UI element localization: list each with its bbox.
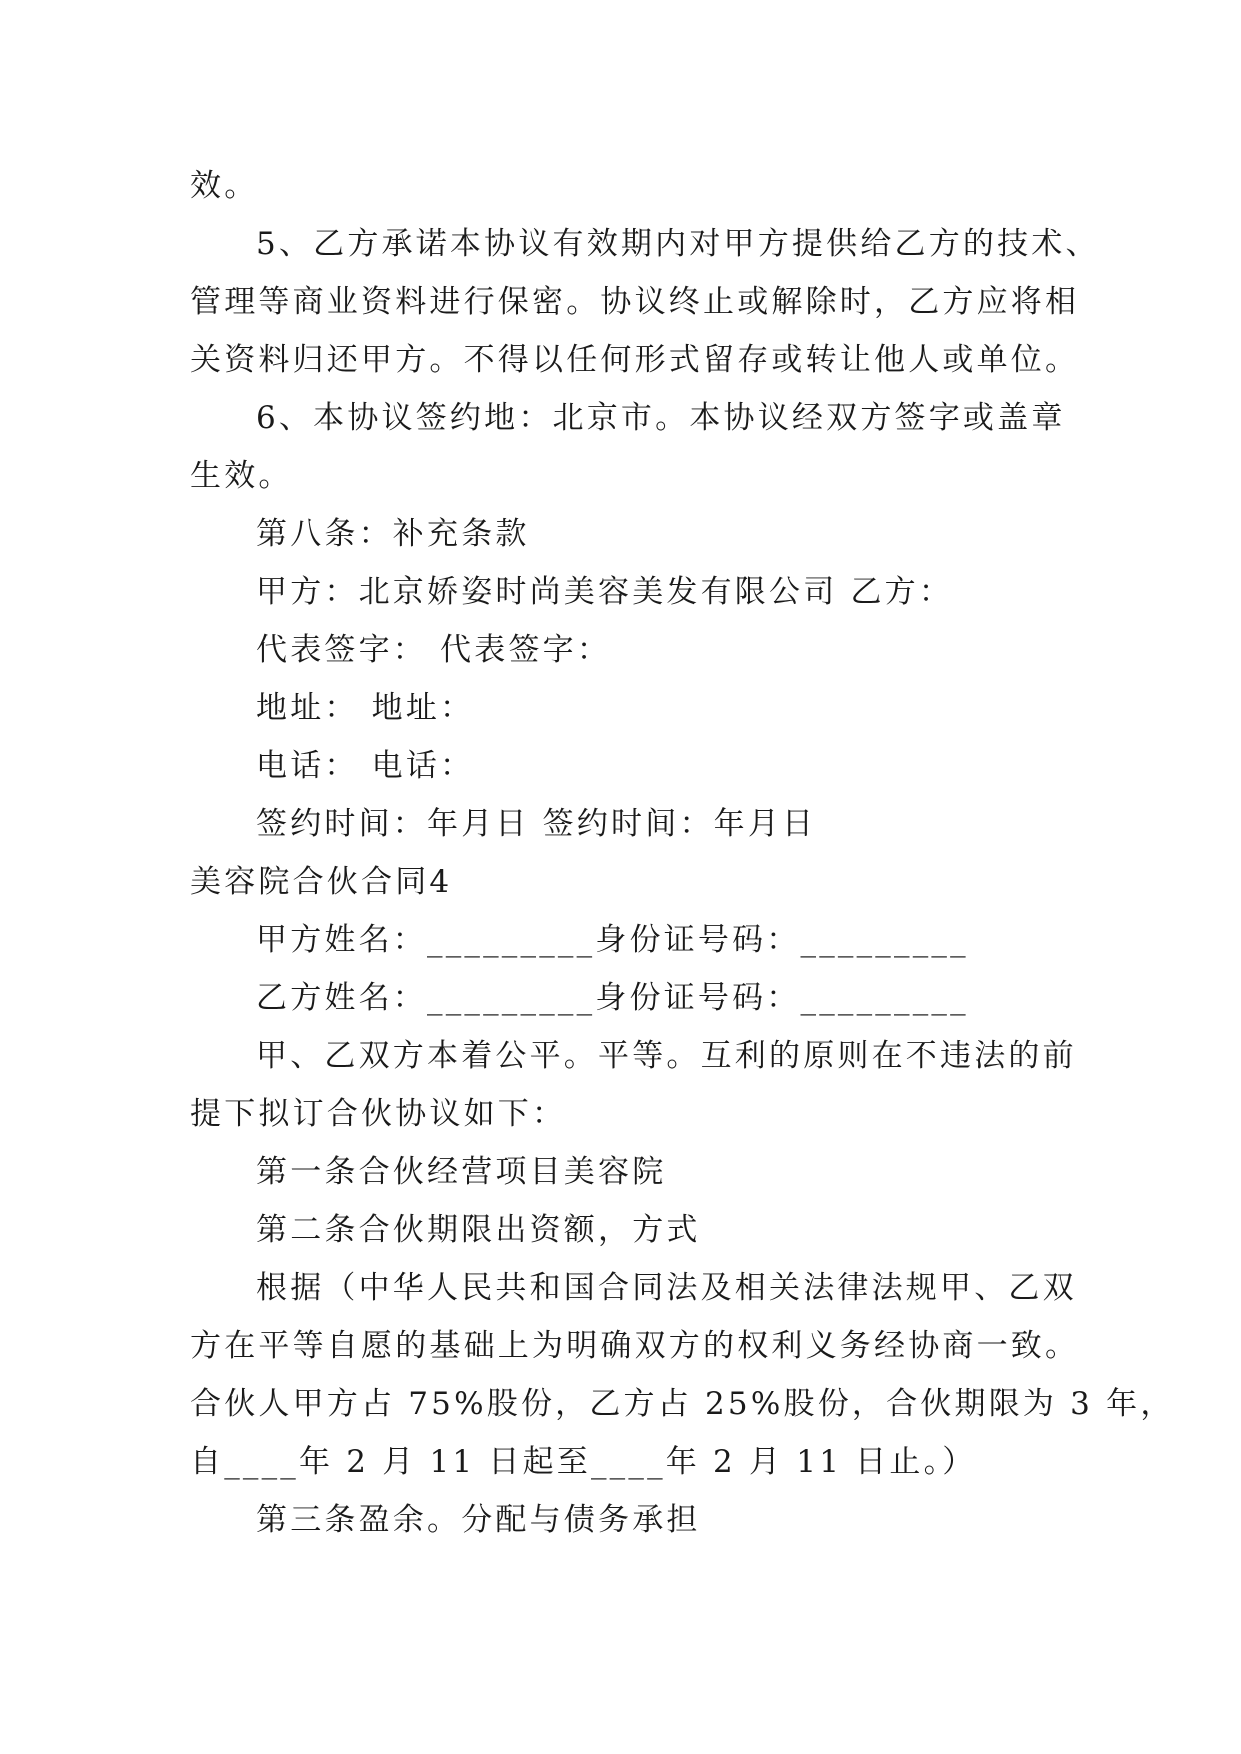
section-heading-article-2: 第二条合伙期限出资额，方式 xyxy=(256,1212,701,1248)
signing-date-line: 签约时间：年月日 签约时间：年月日 xyxy=(256,806,817,842)
phone-line: 电话： 电话： xyxy=(256,748,475,784)
address-line: 地址： 地址： xyxy=(256,690,475,726)
text-line-17: 提下拟订合伙协议如下： xyxy=(190,1096,567,1132)
text-line-6: 生效。 xyxy=(190,458,293,494)
signature-line: 代表签字： 代表签字： xyxy=(256,632,612,668)
text-line-3: 管理等商业资料进行保密。协议终止或解除时，乙方应将相 xyxy=(190,284,1080,320)
contract-title: 美容院合伙合同4 xyxy=(190,864,453,900)
text-line-22: 合伙人甲方占 75%股份，乙方占 25%股份，合伙期限为 3 年， xyxy=(190,1386,1175,1422)
text-line-1: 效。 xyxy=(190,168,259,204)
section-heading-article-3: 第三条盈余。分配与债务承担 xyxy=(256,1502,701,1538)
section-heading-article-8: 第八条：补充条款 xyxy=(256,516,530,552)
text-line-5: 6、本协议签约地：北京市。本协议经双方签字或盖章 xyxy=(256,400,1066,436)
party-a-name-line: 甲方姓名：_________身份证号码：_________ xyxy=(256,922,969,958)
party-line: 甲方：北京娇姿时尚美容美发有限公司 乙方： xyxy=(256,574,954,610)
text-line-23: 自____年 2 月 11 日起至____年 2 月 11 日止。） xyxy=(190,1444,977,1480)
text-line-2: 5、乙方承诺本协议有效期内对甲方提供给乙方的技术、 xyxy=(256,226,1100,262)
section-heading-article-1: 第一条合伙经营项目美容院 xyxy=(256,1154,667,1190)
text-line-4: 关资料归还甲方。不得以任何形式留存或转让他人或单位。 xyxy=(190,342,1080,378)
party-b-name-line: 乙方姓名：_________身份证号码：_________ xyxy=(256,980,969,1016)
text-line-16: 甲、乙双方本着公平。平等。互利的原则在不违法的前 xyxy=(256,1038,1077,1074)
text-line-20: 根据（中华人民共和国合同法及相关法律法规甲、乙双 xyxy=(256,1270,1077,1306)
text-line-21: 方在平等自愿的基础上为明确双方的权利义务经协商一致。 xyxy=(190,1328,1080,1364)
